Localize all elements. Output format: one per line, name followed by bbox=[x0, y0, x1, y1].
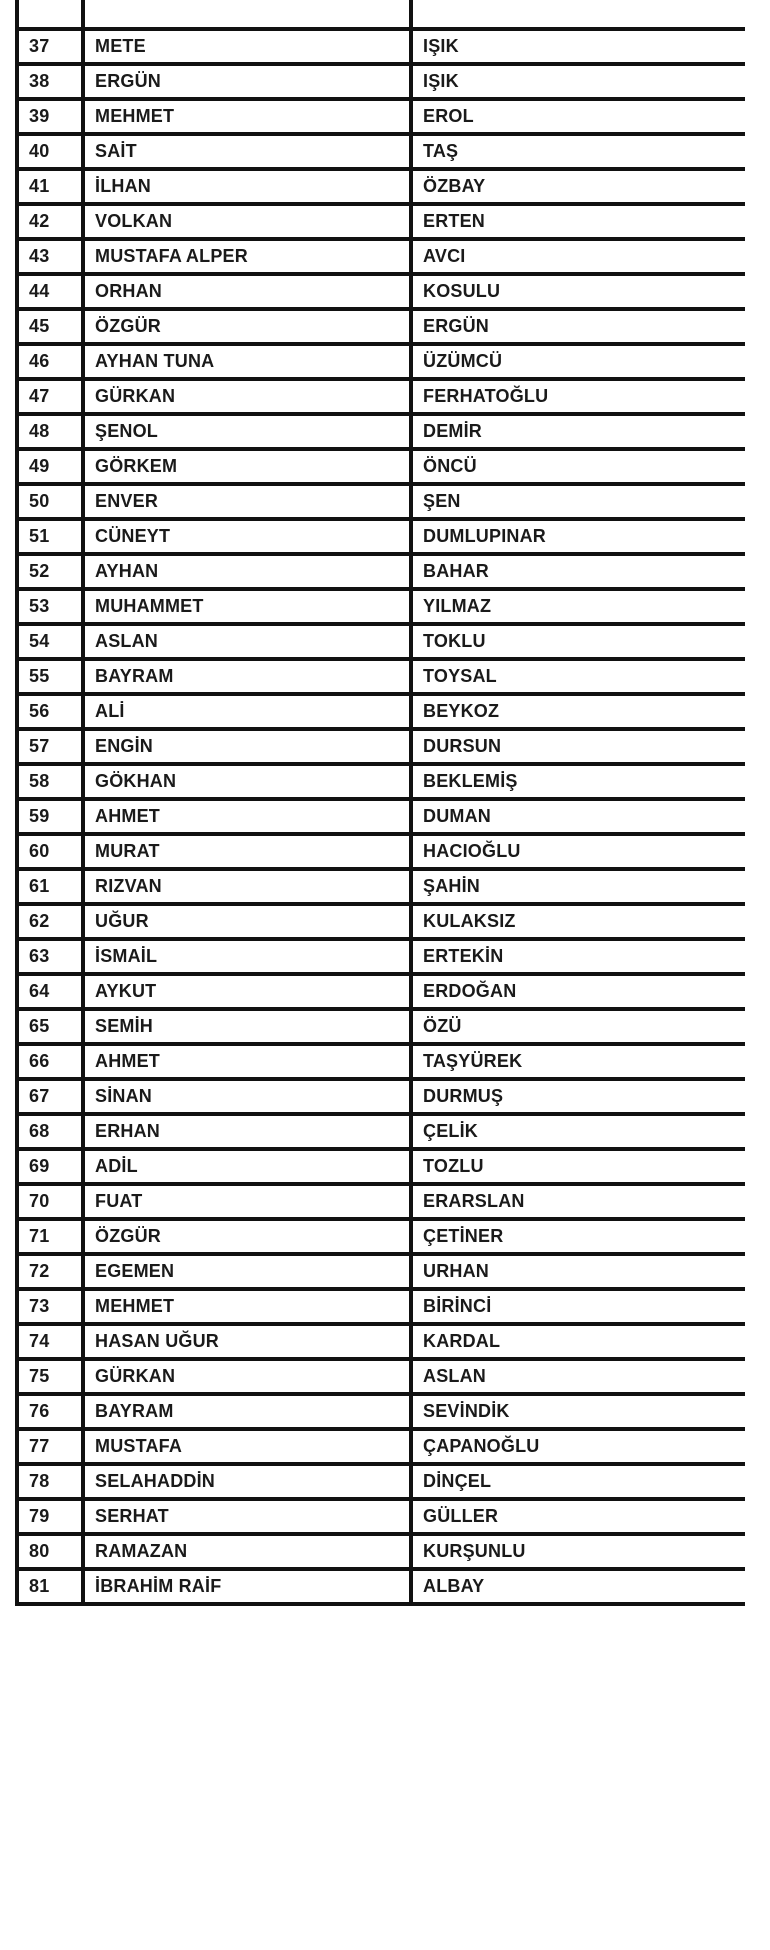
row-number-cell: 42 bbox=[17, 204, 83, 239]
first-name-cell: CÜNEYT bbox=[83, 519, 411, 554]
table-row bbox=[17, 274, 745, 309]
first-name-cell: MUSTAFA bbox=[83, 1429, 411, 1464]
table-row bbox=[17, 834, 745, 869]
first-name-cell: ORHAN bbox=[83, 274, 411, 309]
last-name-cell: ÇELİK bbox=[411, 1114, 745, 1149]
last-name-cell: KOSULU bbox=[411, 274, 745, 309]
first-name-cell: HASAN UĞUR bbox=[83, 1324, 411, 1359]
first-name-cell: FUAT bbox=[83, 1184, 411, 1219]
first-name-cell: RAMAZAN bbox=[83, 1534, 411, 1569]
first-name-cell: GÖRKEM bbox=[83, 449, 411, 484]
row-number-cell: 46 bbox=[17, 344, 83, 379]
first-name-cell: ALİ bbox=[83, 694, 411, 729]
roster-sheet bbox=[15, 0, 745, 1944]
last-name-cell: ERTEKİN bbox=[411, 939, 745, 974]
last-name-cell: ERGÜN bbox=[411, 309, 745, 344]
row-number-cell: 40 bbox=[17, 134, 83, 169]
row-number-cell: 66 bbox=[17, 1044, 83, 1079]
last-name-cell: IŞIK bbox=[411, 29, 745, 64]
last-name-cell: TOYSAL bbox=[411, 659, 745, 694]
first-name-cell: ENGİN bbox=[83, 729, 411, 764]
last-name-cell: ASLAN bbox=[411, 1359, 745, 1394]
last-name-cell: FERHATOĞLU bbox=[411, 379, 745, 414]
last-name-cell: KARDAL bbox=[411, 1324, 745, 1359]
table-row-partial bbox=[17, 0, 745, 29]
table-row bbox=[17, 589, 745, 624]
row-number-cell: 56 bbox=[17, 694, 83, 729]
table-row bbox=[17, 974, 745, 1009]
last-name-cell: AVCI bbox=[411, 239, 745, 274]
first-name-cell: GÜRKAN bbox=[83, 379, 411, 414]
table-row bbox=[17, 64, 745, 99]
roster-table-body bbox=[17, 0, 745, 1604]
row-number-cell: 76 bbox=[17, 1394, 83, 1429]
cell-partial bbox=[411, 0, 745, 29]
row-number-cell: 60 bbox=[17, 834, 83, 869]
first-name-cell: ENVER bbox=[83, 484, 411, 519]
last-name-cell: ÖZÜ bbox=[411, 1009, 745, 1044]
last-name-cell: DEMİR bbox=[411, 414, 745, 449]
first-name-cell: GÖKHAN bbox=[83, 764, 411, 799]
cell-partial bbox=[83, 0, 411, 29]
row-number-cell: 65 bbox=[17, 1009, 83, 1044]
first-name-cell: SERHAT bbox=[83, 1499, 411, 1534]
row-number-cell: 39 bbox=[17, 99, 83, 134]
row-number-cell: 71 bbox=[17, 1219, 83, 1254]
row-number-cell: 72 bbox=[17, 1254, 83, 1289]
last-name-cell: GÜLLER bbox=[411, 1499, 745, 1534]
last-name-cell: TAŞ bbox=[411, 134, 745, 169]
first-name-cell: İBRAHİM RAİF bbox=[83, 1569, 411, 1604]
last-name-cell: ALBAY bbox=[411, 1569, 745, 1604]
table-row bbox=[17, 939, 745, 974]
first-name-cell: ÖZGÜR bbox=[83, 309, 411, 344]
row-number-cell: 68 bbox=[17, 1114, 83, 1149]
table-row bbox=[17, 1254, 745, 1289]
last-name-cell: BİRİNCİ bbox=[411, 1289, 745, 1324]
table-row bbox=[17, 1569, 745, 1604]
row-number-cell: 62 bbox=[17, 904, 83, 939]
last-name-cell: BEYKOZ bbox=[411, 694, 745, 729]
table-row bbox=[17, 344, 745, 379]
first-name-cell: MURAT bbox=[83, 834, 411, 869]
row-number-cell: 67 bbox=[17, 1079, 83, 1114]
table-row bbox=[17, 414, 745, 449]
first-name-cell: BAYRAM bbox=[83, 1394, 411, 1429]
last-name-cell: DİNÇEL bbox=[411, 1464, 745, 1499]
table-row bbox=[17, 1184, 745, 1219]
table-row bbox=[17, 904, 745, 939]
row-number-cell: 73 bbox=[17, 1289, 83, 1324]
table-row bbox=[17, 484, 745, 519]
table-row bbox=[17, 134, 745, 169]
table-row bbox=[17, 239, 745, 274]
row-number-cell: 52 bbox=[17, 554, 83, 589]
first-name-cell: ERGÜN bbox=[83, 64, 411, 99]
first-name-cell: ADİL bbox=[83, 1149, 411, 1184]
table-row bbox=[17, 694, 745, 729]
row-number-cell: 53 bbox=[17, 589, 83, 624]
first-name-cell: SELAHADDİN bbox=[83, 1464, 411, 1499]
cell-partial bbox=[17, 0, 83, 29]
row-number-cell: 69 bbox=[17, 1149, 83, 1184]
row-number-cell: 44 bbox=[17, 274, 83, 309]
last-name-cell: HACIOĞLU bbox=[411, 834, 745, 869]
table-row bbox=[17, 764, 745, 799]
table-row bbox=[17, 1359, 745, 1394]
row-number-cell: 55 bbox=[17, 659, 83, 694]
first-name-cell: ASLAN bbox=[83, 624, 411, 659]
row-number-cell: 41 bbox=[17, 169, 83, 204]
last-name-cell: DUMLUPINAR bbox=[411, 519, 745, 554]
table-row bbox=[17, 729, 745, 764]
row-number-cell: 57 bbox=[17, 729, 83, 764]
table-row bbox=[17, 379, 745, 414]
row-number-cell: 81 bbox=[17, 1569, 83, 1604]
first-name-cell: AHMET bbox=[83, 1044, 411, 1079]
first-name-cell: AHMET bbox=[83, 799, 411, 834]
row-number-cell: 45 bbox=[17, 309, 83, 344]
first-name-cell: İSMAİL bbox=[83, 939, 411, 974]
last-name-cell: EROL bbox=[411, 99, 745, 134]
first-name-cell: BAYRAM bbox=[83, 659, 411, 694]
first-name-cell: SAİT bbox=[83, 134, 411, 169]
row-number-cell: 51 bbox=[17, 519, 83, 554]
last-name-cell: KULAKSIZ bbox=[411, 904, 745, 939]
row-number-cell: 58 bbox=[17, 764, 83, 799]
table-row bbox=[17, 624, 745, 659]
first-name-cell: İLHAN bbox=[83, 169, 411, 204]
last-name-cell: DURSUN bbox=[411, 729, 745, 764]
first-name-cell: SİNAN bbox=[83, 1079, 411, 1114]
table-row bbox=[17, 1324, 745, 1359]
last-name-cell: URHAN bbox=[411, 1254, 745, 1289]
table-row bbox=[17, 449, 745, 484]
last-name-cell: ŞAHİN bbox=[411, 869, 745, 904]
table-row bbox=[17, 1149, 745, 1184]
table-row bbox=[17, 1394, 745, 1429]
row-number-cell: 70 bbox=[17, 1184, 83, 1219]
first-name-cell: GÜRKAN bbox=[83, 1359, 411, 1394]
table-row bbox=[17, 169, 745, 204]
last-name-cell: ERTEN bbox=[411, 204, 745, 239]
table-row bbox=[17, 1464, 745, 1499]
last-name-cell: YILMAZ bbox=[411, 589, 745, 624]
last-name-cell: TAŞYÜREK bbox=[411, 1044, 745, 1079]
last-name-cell: BAHAR bbox=[411, 554, 745, 589]
first-name-cell: UĞUR bbox=[83, 904, 411, 939]
row-number-cell: 48 bbox=[17, 414, 83, 449]
first-name-cell: AYHAN bbox=[83, 554, 411, 589]
table-row bbox=[17, 1079, 745, 1114]
row-number-cell: 77 bbox=[17, 1429, 83, 1464]
first-name-cell: VOLKAN bbox=[83, 204, 411, 239]
table-row bbox=[17, 554, 745, 589]
first-name-cell: AYKUT bbox=[83, 974, 411, 1009]
last-name-cell: ÖZBAY bbox=[411, 169, 745, 204]
table-row bbox=[17, 1289, 745, 1324]
row-number-cell: 75 bbox=[17, 1359, 83, 1394]
table-row bbox=[17, 869, 745, 904]
row-number-cell: 61 bbox=[17, 869, 83, 904]
first-name-cell: RIZVAN bbox=[83, 869, 411, 904]
row-number-cell: 74 bbox=[17, 1324, 83, 1359]
first-name-cell: ÖZGÜR bbox=[83, 1219, 411, 1254]
table-row bbox=[17, 1499, 745, 1534]
table-row bbox=[17, 1114, 745, 1149]
last-name-cell: DURMUŞ bbox=[411, 1079, 745, 1114]
table-row bbox=[17, 1009, 745, 1044]
last-name-cell: IŞIK bbox=[411, 64, 745, 99]
row-number-cell: 64 bbox=[17, 974, 83, 1009]
last-name-cell: ŞEN bbox=[411, 484, 745, 519]
last-name-cell: TOKLU bbox=[411, 624, 745, 659]
table-row bbox=[17, 29, 745, 64]
last-name-cell: SEVİNDİK bbox=[411, 1394, 745, 1429]
last-name-cell: ÖNCÜ bbox=[411, 449, 745, 484]
last-name-cell: ERDOĞAN bbox=[411, 974, 745, 1009]
table-row bbox=[17, 519, 745, 554]
last-name-cell: ÜZÜMCÜ bbox=[411, 344, 745, 379]
first-name-cell: MEHMET bbox=[83, 99, 411, 134]
first-name-cell: EGEMEN bbox=[83, 1254, 411, 1289]
table-row bbox=[17, 1219, 745, 1254]
row-number-cell: 49 bbox=[17, 449, 83, 484]
first-name-cell: MUHAMMET bbox=[83, 589, 411, 624]
row-number-cell: 63 bbox=[17, 939, 83, 974]
row-number-cell: 38 bbox=[17, 64, 83, 99]
roster-table bbox=[15, 0, 745, 1606]
row-number-cell: 43 bbox=[17, 239, 83, 274]
table-row bbox=[17, 799, 745, 834]
first-name-cell: MEHMET bbox=[83, 1289, 411, 1324]
table-row bbox=[17, 659, 745, 694]
table-row bbox=[17, 1429, 745, 1464]
first-name-cell: MUSTAFA ALPER bbox=[83, 239, 411, 274]
table-row bbox=[17, 1534, 745, 1569]
row-number-cell: 80 bbox=[17, 1534, 83, 1569]
first-name-cell: AYHAN TUNA bbox=[83, 344, 411, 379]
last-name-cell: DUMAN bbox=[411, 799, 745, 834]
table-row bbox=[17, 1044, 745, 1079]
last-name-cell: BEKLEMİŞ bbox=[411, 764, 745, 799]
row-number-cell: 50 bbox=[17, 484, 83, 519]
row-number-cell: 59 bbox=[17, 799, 83, 834]
row-number-cell: 47 bbox=[17, 379, 83, 414]
first-name-cell: METE bbox=[83, 29, 411, 64]
last-name-cell: KURŞUNLU bbox=[411, 1534, 745, 1569]
first-name-cell: ŞENOL bbox=[83, 414, 411, 449]
last-name-cell: ÇAPANOĞLU bbox=[411, 1429, 745, 1464]
last-name-cell: TOZLU bbox=[411, 1149, 745, 1184]
row-number-cell: 54 bbox=[17, 624, 83, 659]
table-row bbox=[17, 99, 745, 134]
row-number-cell: 78 bbox=[17, 1464, 83, 1499]
row-number-cell: 37 bbox=[17, 29, 83, 64]
first-name-cell: SEMİH bbox=[83, 1009, 411, 1044]
last-name-cell: ERARSLAN bbox=[411, 1184, 745, 1219]
first-name-cell: ERHAN bbox=[83, 1114, 411, 1149]
table-row bbox=[17, 309, 745, 344]
table-row bbox=[17, 204, 745, 239]
row-number-cell: 79 bbox=[17, 1499, 83, 1534]
last-name-cell: ÇETİNER bbox=[411, 1219, 745, 1254]
